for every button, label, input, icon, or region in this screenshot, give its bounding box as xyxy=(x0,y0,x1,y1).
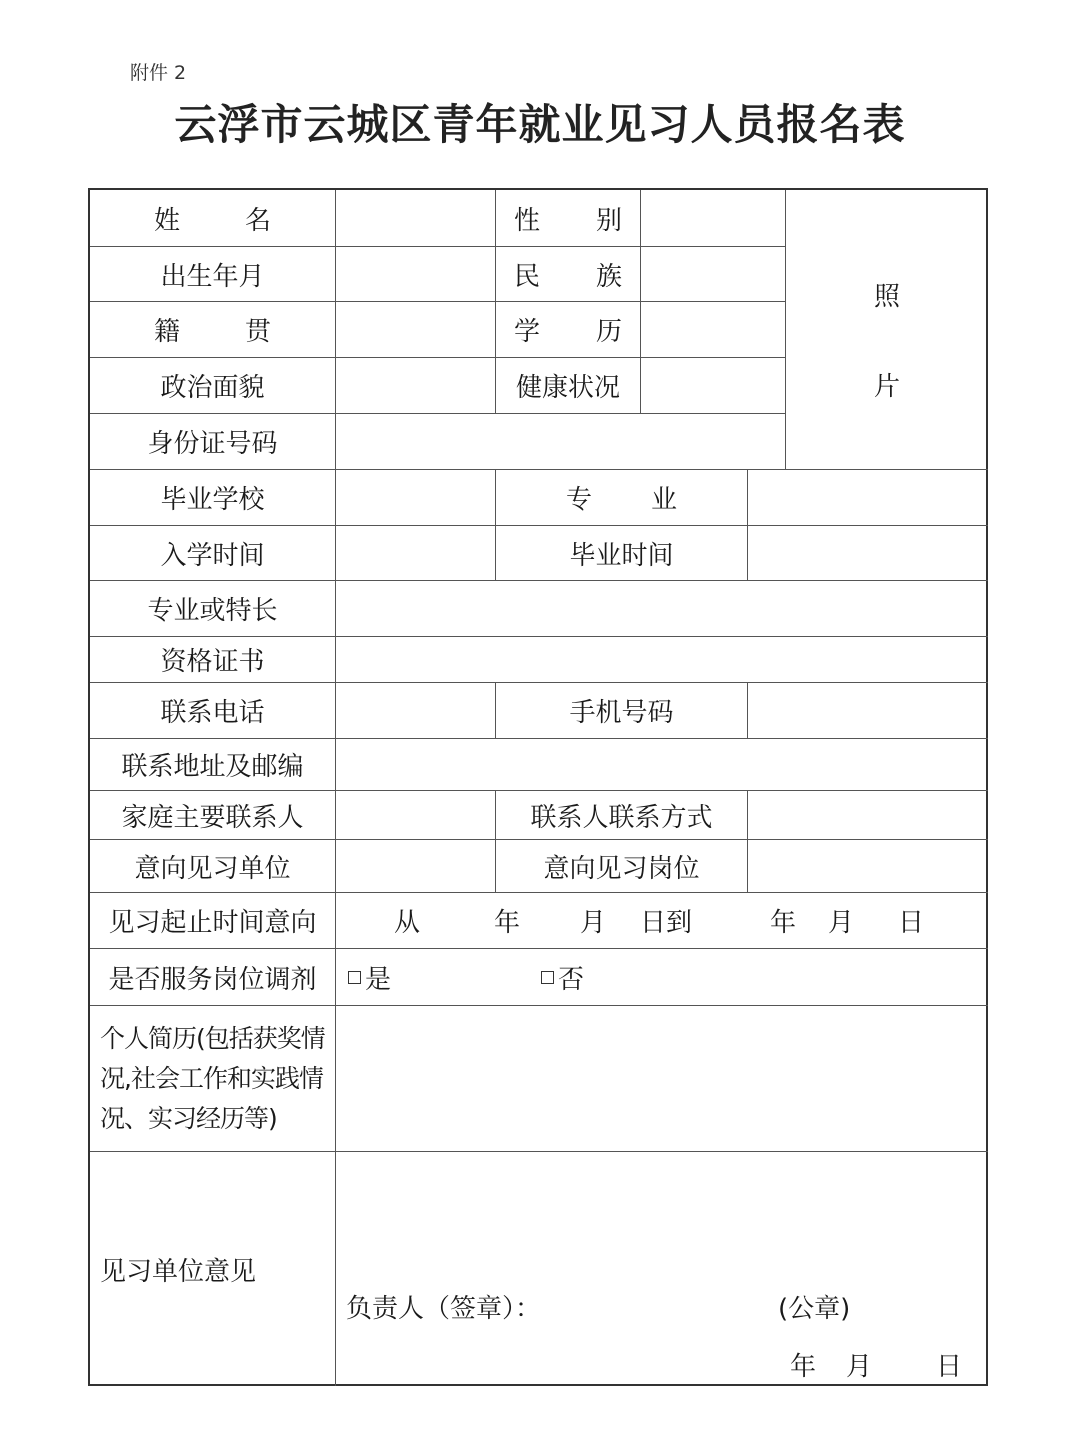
opinion-month: 月 xyxy=(846,1352,873,1382)
political-status-field[interactable] xyxy=(336,358,496,414)
certificate-label: 资格证书 xyxy=(90,637,336,683)
registration-form xyxy=(88,188,988,1386)
name-label: 姓 名 xyxy=(90,190,336,247)
enroll-time-field[interactable] xyxy=(336,526,496,581)
contact-method-label: 联系人联系方式 xyxy=(496,791,748,840)
opinion-year: 年 xyxy=(790,1352,817,1382)
form-title: 云浮市云城区青年就业见习人员报名表 xyxy=(174,100,906,149)
adjust-no-option[interactable]: 否 xyxy=(541,959,584,996)
education-field[interactable] xyxy=(641,302,786,358)
period-from: 从 xyxy=(394,908,421,938)
mobile-label: 手机号码 xyxy=(496,683,748,739)
checkbox-icon[interactable] xyxy=(348,971,361,984)
ethnicity-label: 民 族 xyxy=(496,247,641,302)
specialty-field[interactable] xyxy=(336,581,988,637)
major-label: 专 业 xyxy=(496,470,748,526)
id-number-field[interactable] xyxy=(336,414,786,470)
checkbox-icon[interactable] xyxy=(541,971,554,984)
adjust-yes-option[interactable]: 是 xyxy=(348,959,391,996)
address-field[interactable] xyxy=(336,739,988,791)
adjust-options xyxy=(336,949,988,1006)
intended-post-field[interactable] xyxy=(748,840,988,893)
family-contact-label: 家庭主要联系人 xyxy=(90,791,336,840)
enroll-time-label: 入学时间 xyxy=(90,526,336,581)
major-field[interactable] xyxy=(748,470,988,526)
period-month-end: 月 xyxy=(828,908,855,938)
contact-method-field[interactable] xyxy=(748,791,988,840)
education-label: 学 历 xyxy=(496,302,641,358)
period-field[interactable] xyxy=(336,893,988,949)
unit-opinion-field[interactable] xyxy=(336,1152,988,1386)
signer-label: 负责人（签章）： xyxy=(346,1294,542,1324)
birth-label: 出生年月 xyxy=(90,247,336,302)
political-status-label: 政治面貌 xyxy=(90,358,336,414)
intended-post-label: 意向见习岗位 xyxy=(496,840,748,893)
health-label: 健康状况 xyxy=(496,358,641,414)
period-day-to: 日到 xyxy=(640,908,693,938)
graduation-time-label: 毕业时间 xyxy=(496,526,748,581)
period-year-end: 年 xyxy=(770,908,797,938)
specialty-label: 专业或特长 xyxy=(90,581,336,637)
intended-unit-field[interactable] xyxy=(336,840,496,893)
photo-box: 照 片 xyxy=(786,190,988,470)
graduation-time-field[interactable] xyxy=(748,526,988,581)
name-field[interactable] xyxy=(336,190,496,247)
address-label: 联系地址及邮编 xyxy=(90,739,336,791)
intended-unit-label: 意向见习单位 xyxy=(90,840,336,893)
period-month-start: 月 xyxy=(580,908,607,938)
school-label: 毕业学校 xyxy=(90,470,336,526)
native-place-label: 籍 贯 xyxy=(90,302,336,358)
attachment-label: 附件 2 xyxy=(130,62,187,84)
school-field[interactable] xyxy=(336,470,496,526)
period-day-end: 日 xyxy=(898,908,925,938)
health-field[interactable] xyxy=(641,358,786,414)
gender-field[interactable] xyxy=(641,190,786,247)
period-label: 见习起止时间意向 xyxy=(90,893,336,949)
birth-field[interactable] xyxy=(336,247,496,302)
mobile-field[interactable] xyxy=(748,683,988,739)
phone-field[interactable] xyxy=(336,683,496,739)
certificate-field[interactable] xyxy=(336,637,988,683)
period-year-start: 年 xyxy=(494,908,521,938)
adjust-label: 是否服务岗位调剂 xyxy=(90,949,336,1006)
ethnicity-field[interactable] xyxy=(641,247,786,302)
resume-label: 个人简历(包括获奖情 况,社会工作和实践情 况、实习经历等) xyxy=(90,1006,336,1152)
unit-opinion-label: 见习单位意见 xyxy=(90,1152,336,1386)
seal-label: (公章) xyxy=(778,1294,851,1324)
phone-label: 联系电话 xyxy=(90,683,336,739)
native-place-field[interactable] xyxy=(336,302,496,358)
opinion-day: 日 xyxy=(936,1352,963,1382)
family-contact-field[interactable] xyxy=(336,791,496,840)
gender-label: 性 别 xyxy=(496,190,641,247)
id-number-label: 身份证号码 xyxy=(90,414,336,470)
resume-field[interactable] xyxy=(336,1006,988,1152)
